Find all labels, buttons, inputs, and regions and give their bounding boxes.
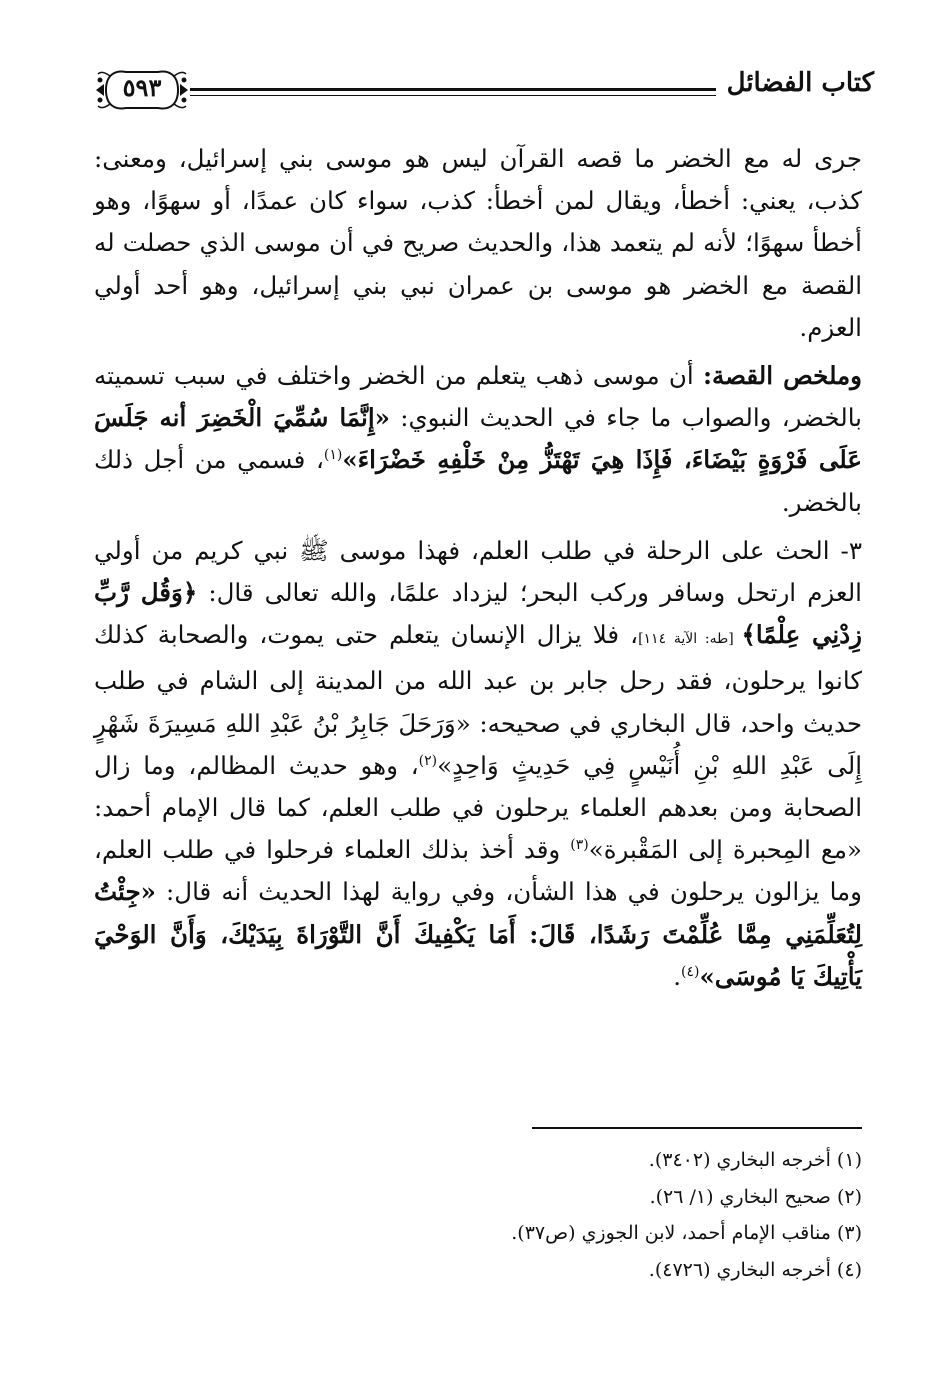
header-rule-thin (190, 95, 716, 96)
page-header (92, 62, 874, 122)
footnotes (102, 1142, 862, 1288)
footnote-1: (١) أخرجه البخاري (٣٤٠٢). (648, 1149, 862, 1171)
paragraph-2-text: أن موسى ذهب يتعلم من الخضر واختلف في سبب تسميته بالخضر، والصواب ما جاء في الحديث النبوي: (94, 361, 862, 433)
page-number: ٥٩٣ (122, 73, 162, 102)
footnote-separator (532, 1127, 862, 1129)
footnote-2: (٢) صحيح البخاري (١/ ٢٦). (649, 1185, 862, 1208)
page-number-ornament (92, 62, 192, 118)
header-rule (190, 88, 716, 91)
hadith-quote: «إِنَّمَا سُمِّيَ الْخَضِرَ أنه جَلَسَ عَلَى فَرْوَةٍ بَيْضَاءَ، فَإِذَا هِيَ تَهْتَزُّ مِنْ خَلْفِهِ خَضْرَاءَ» (94, 403, 863, 475)
paragraph-2-end: ، فسمي من أجل ذلك بالخضر. (94, 445, 862, 517)
footnote-ref-1: (١) (323, 447, 343, 464)
book-title: كتاب الفضائل (726, 68, 874, 98)
footnote-ref-2: (٢) (418, 752, 438, 769)
verse-reference: [طه: الآية ١١٤] (638, 631, 742, 648)
paragraph-3-text-c: ، وهو حديث المظالم، وما زال الصحابة ومن بعدهم العلماء يرحلون في طلب العلم، كما قال الإمام أحمد: «مع المِحبرة إلى المَقْبرة» (94, 750, 862, 865)
quran-verse: ﴿وَقُل رَّبِّ زِدْنِي عِلْمًا﴾ (94, 578, 862, 650)
footnote-ref-4: (٤) (681, 963, 700, 980)
section-label: وملخص القصة: (702, 361, 863, 391)
paragraph-1: جرى له مع الخضر ما قصه القرآن ليس هو موسى بني إسرائيل، ومعنى: كذب، يعني: أخطأ، ويقال لمن أخطأ: كذب، سواء كان عمدًا، أو سهوًا، وهو أخطأ سهوًا؛ لأنه لم يتعمد هذا، والحديث صريح في أن موسى الذي حصلت له القصة مع الخضر هو موسى بن عمران نبي بني إسرائيل، وهو أحد أولي العزم. (94, 144, 862, 342)
hadith-quote-2: «جِئْتُ لِتُعَلِّمَنِي مِمَّا عُلِّمْتَ رَشَدًا، قَالَ: أَمَا يَكْفِيكَ أَنَّ التَّوْرَاةَ بِيَدَيْكَ، وَأَنَّ الوَحْيَ يَأْتِيكَ يَا مُوسَى» (94, 877, 862, 991)
paragraph-3-end: . (673, 961, 681, 991)
paragraph-3-text-a: ٣- الحث على الرحلة في طلب العلم، فهذا موسى ﷺ نبي كريم من أولي العزم ارتحل وسافر وركب البحر؛ ليزداد علمًا، والله تعالى قال: (94, 535, 862, 608)
paragraph-3 (94, 530, 862, 998)
footnote-3: (٣) مناقب الإمام أحمد، لابن الجوزي (ص٣٧). (511, 1222, 862, 1244)
paragraph-2 (94, 355, 862, 524)
paragraph-3-text-b: ، فلا يزال الإنسان يتعلم حتى يموت، والصحابة كذلك كانوا يرحلون، فقد رحل جابر بن عبد الله من المدينة إلى الشام في طلب حديث واحد، قال البخاري في صحيحه: «وَرَحَلَ جَابِرُ بْنُ عَبْدِ اللهِ مَسِيرَةَ شَهْرٍ إِلَى عَبْدِ اللهِ بْنِ أُنَيْسٍ فِي حَدِيثٍ وَاحِدٍ» (94, 620, 862, 780)
footnote-ref-3: (٣) (570, 837, 589, 854)
footnote-4: (٤) أخرجه البخاري (٤٧٢٦). (648, 1258, 862, 1281)
paragraph-3-text-d: وقد أخذ بذلك العلماء فرحلوا في طلب العلم، وما يزالون يرحلون في هذا الشأن، وفي رواية لهذا الحديث أنه قال: (94, 835, 862, 907)
main-text (94, 138, 862, 998)
